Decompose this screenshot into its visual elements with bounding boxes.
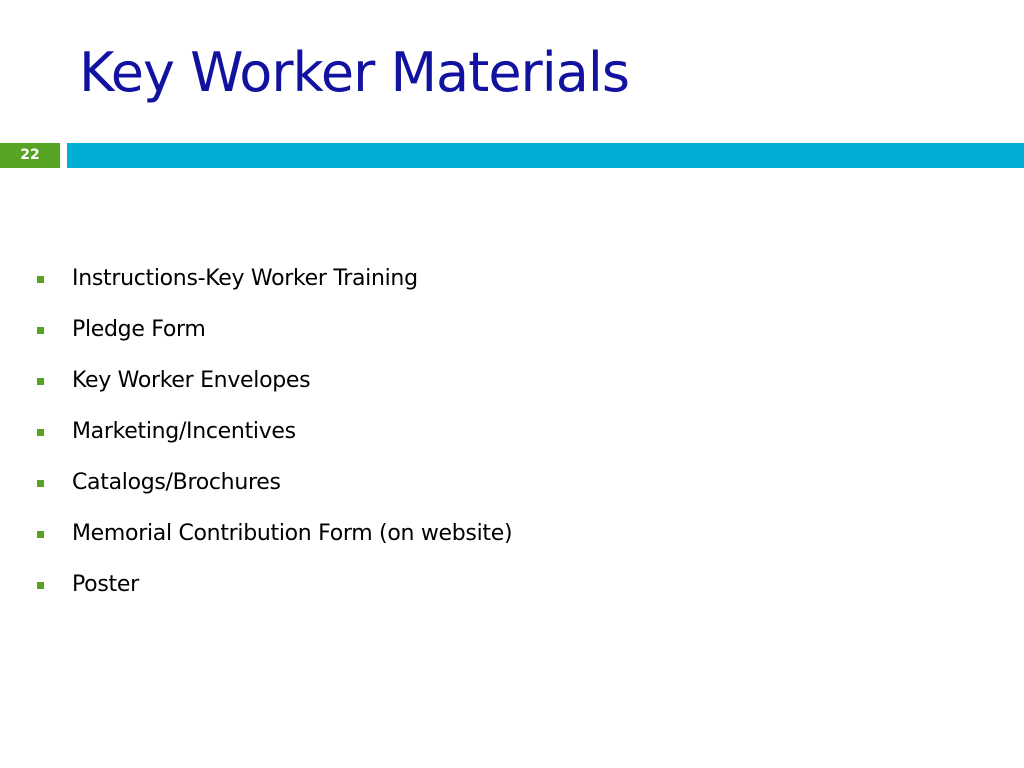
bullet-item [0,518,512,569]
header-accent-bar [67,143,1024,168]
square-bullet-icon [37,480,44,487]
bullet-text: Marketing/Incentives [72,419,296,444]
bullet-item [0,263,512,314]
bullet-item [0,569,512,620]
slide-number-badge: 22 [0,143,60,168]
square-bullet-icon [37,276,44,283]
square-bullet-icon [37,378,44,385]
bullet-item [0,467,512,518]
slide-title: Key Worker Materials [79,41,629,104]
square-bullet-icon [37,531,44,538]
bullet-text: Catalogs/Brochures [72,470,281,495]
bullet-text: Key Worker Envelopes [72,368,311,393]
bullet-text: Pledge Form [72,317,206,342]
bullet-text: Instructions-Key Worker Training [72,266,418,291]
square-bullet-icon [37,327,44,334]
bullet-item [0,365,512,416]
bullet-text: Poster [72,572,139,597]
bullet-item [0,314,512,365]
square-bullet-icon [37,582,44,589]
bullet-list [0,263,512,620]
bullet-text: Memorial Contribution Form (on website) [72,521,513,546]
bullet-item [0,416,512,467]
square-bullet-icon [37,429,44,436]
